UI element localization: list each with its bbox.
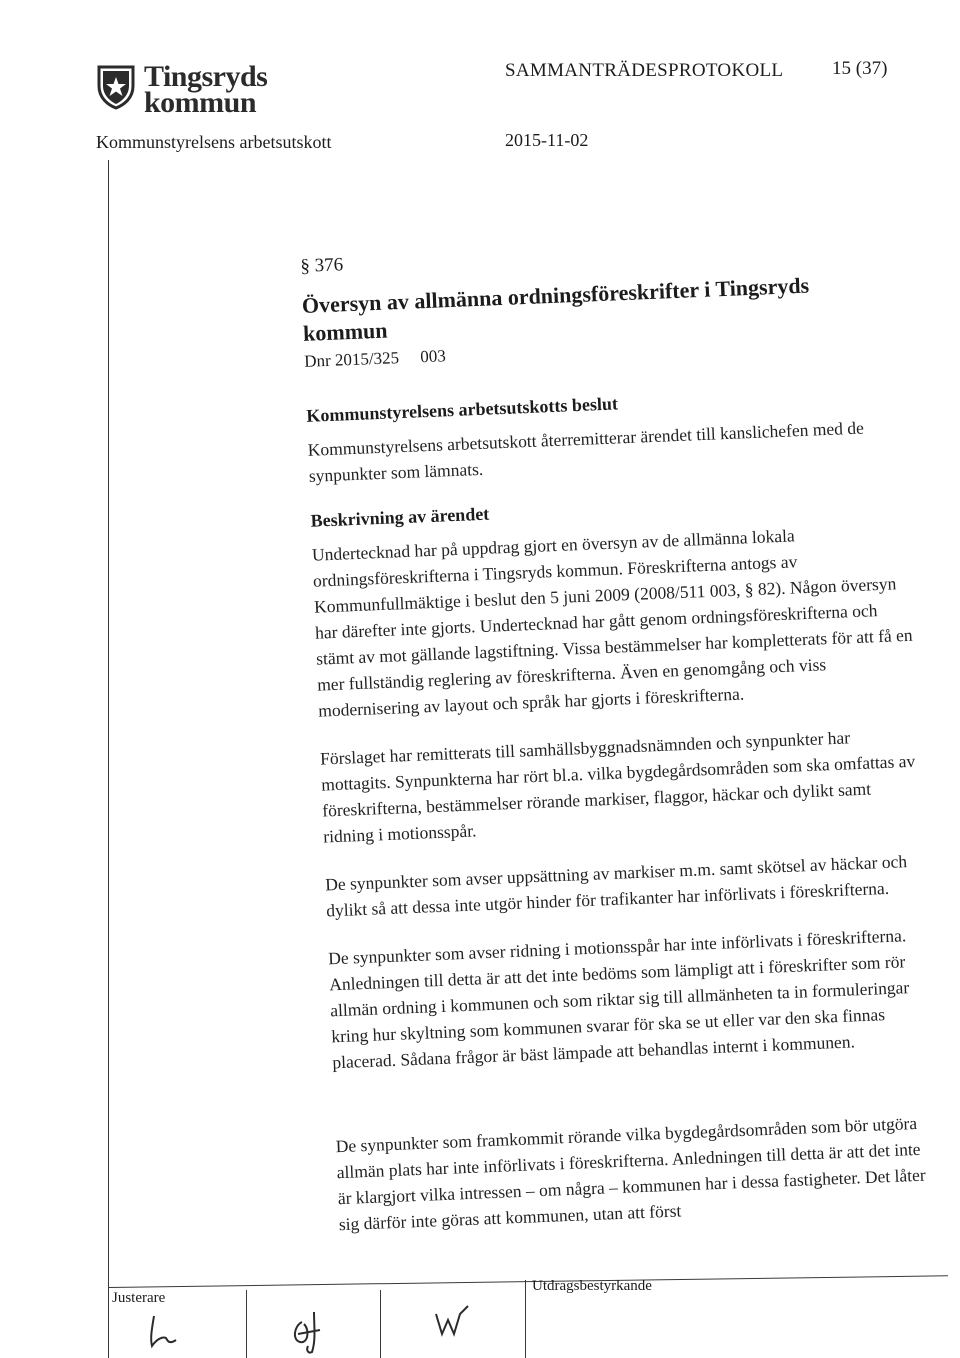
decision-text: Kommunstyrelsens arbetsutskott återremitterar ärendet till kanslichefen med de synpunkter som lämnats.: [307, 417, 865, 486]
footer-column-line: [380, 1290, 381, 1358]
document-title: SAMMANTRÄDESPROTOKOLL: [505, 60, 784, 81]
section-title-line1: Översyn av allmänna ordningsföreskrifter i Tingsryds: [301, 272, 810, 318]
logo-text-line2: kommun: [144, 86, 257, 119]
description-paragraph-2: Förslaget har remitterats till samhällsbyggnadsnämnden och synpunkter har mottagits. Synpunkterna har rört bl.a. vilka bygdegårdsområden som ska omfattas av föreskrifterna, bestämmelser rörande markiser, flaggor, häckar och dylikt samt ridning i motionsspår.: [319, 727, 916, 847]
justerare-label: Justerare: [112, 1290, 166, 1306]
footer-column-line: [246, 1290, 247, 1358]
margin-line: [108, 160, 109, 1350]
initials-signature-3: [430, 1300, 490, 1356]
utdragsbestyrkande-label: Utdragsbestyrkande: [532, 1278, 652, 1294]
department-name: Kommunstyrelsens arbetsutskott: [96, 132, 332, 152]
section-title-line2: kommun: [302, 317, 388, 346]
footer-column-line: [525, 1280, 526, 1358]
footer-divider: [108, 1275, 948, 1288]
paragraph-number: § 376: [300, 254, 344, 277]
page-number: 15 (37): [832, 58, 888, 79]
meeting-date: 2015-11-02: [505, 130, 589, 150]
coat-of-arms-icon: [96, 64, 136, 110]
municipality-logo: [96, 62, 306, 118]
description-paragraph-5: De synpunkter som framkommit rörande vilka bygdegårdsområden som bör utgöra allmän plats har inte införlivats i föreskrifterna. Anledningen till detta är att det inte är klargjort vilka intressen – om några – kommunen har i dessa fastigheter. Det låter sig därför inte göras att kommunen, utan att först: [335, 1112, 926, 1235]
description-heading: Beskrivning av ärendet: [310, 503, 490, 531]
decision-heading: Kommunstyrelsens arbetsutskotts beslut: [306, 393, 619, 426]
protocol-content: [300, 232, 940, 1259]
registration-number: Dnr 2015/325 003: [303, 346, 447, 371]
logo-text-line1: Tingsryds: [144, 60, 268, 93]
description-paragraph-1: Undertecknad har på uppdrag gjort en översyn av de allmänna lokala ordningsföreskrifterna i Tingsryds kommun. Föreskrifterna antogs av Kommunfullmäktige i beslut den 5 juni 2009 (2008/511 003, § 82). Någon översyn har därefter inte gjorts. Undertecknad har gått genom ordningsföreskrifterna och stämt av mot gällande lagstiftning. Vissa bestämmelser har kompletterats för att få en mer fullständig reglering av föreskrifterna. Även en genomgång och viss modernisering av layout och språk har gjorts i föreskrifterna.: [311, 525, 913, 721]
initials-signature-2: [280, 1300, 340, 1356]
description-paragraph-4: De synpunkter som avser ridning i motionsspår har inte införlivats i föreskrifterna. Anledningen till detta är att det inte bedöms som lämpligt att i föreskrifter som rör allmän ordning i kommunen och som riktar sig till allmänheten ta in formuleringar kring hur skyltning som kommunen svarar för ska se ut eller var den ska finnas placerad. Sådana frågor är bäst lämpade att behandlas internt i kommunen.: [327, 925, 910, 1073]
description-paragraph-3: De synpunkter som avser uppsättning av markiser m.m. samt skötsel av häckar och dylikt så att dessa inte utgör hinder för trafikanter har införlivats i föreskrifterna.: [324, 851, 908, 921]
footer-column-line: [108, 1290, 109, 1358]
initials-signature-1: [140, 1300, 200, 1356]
